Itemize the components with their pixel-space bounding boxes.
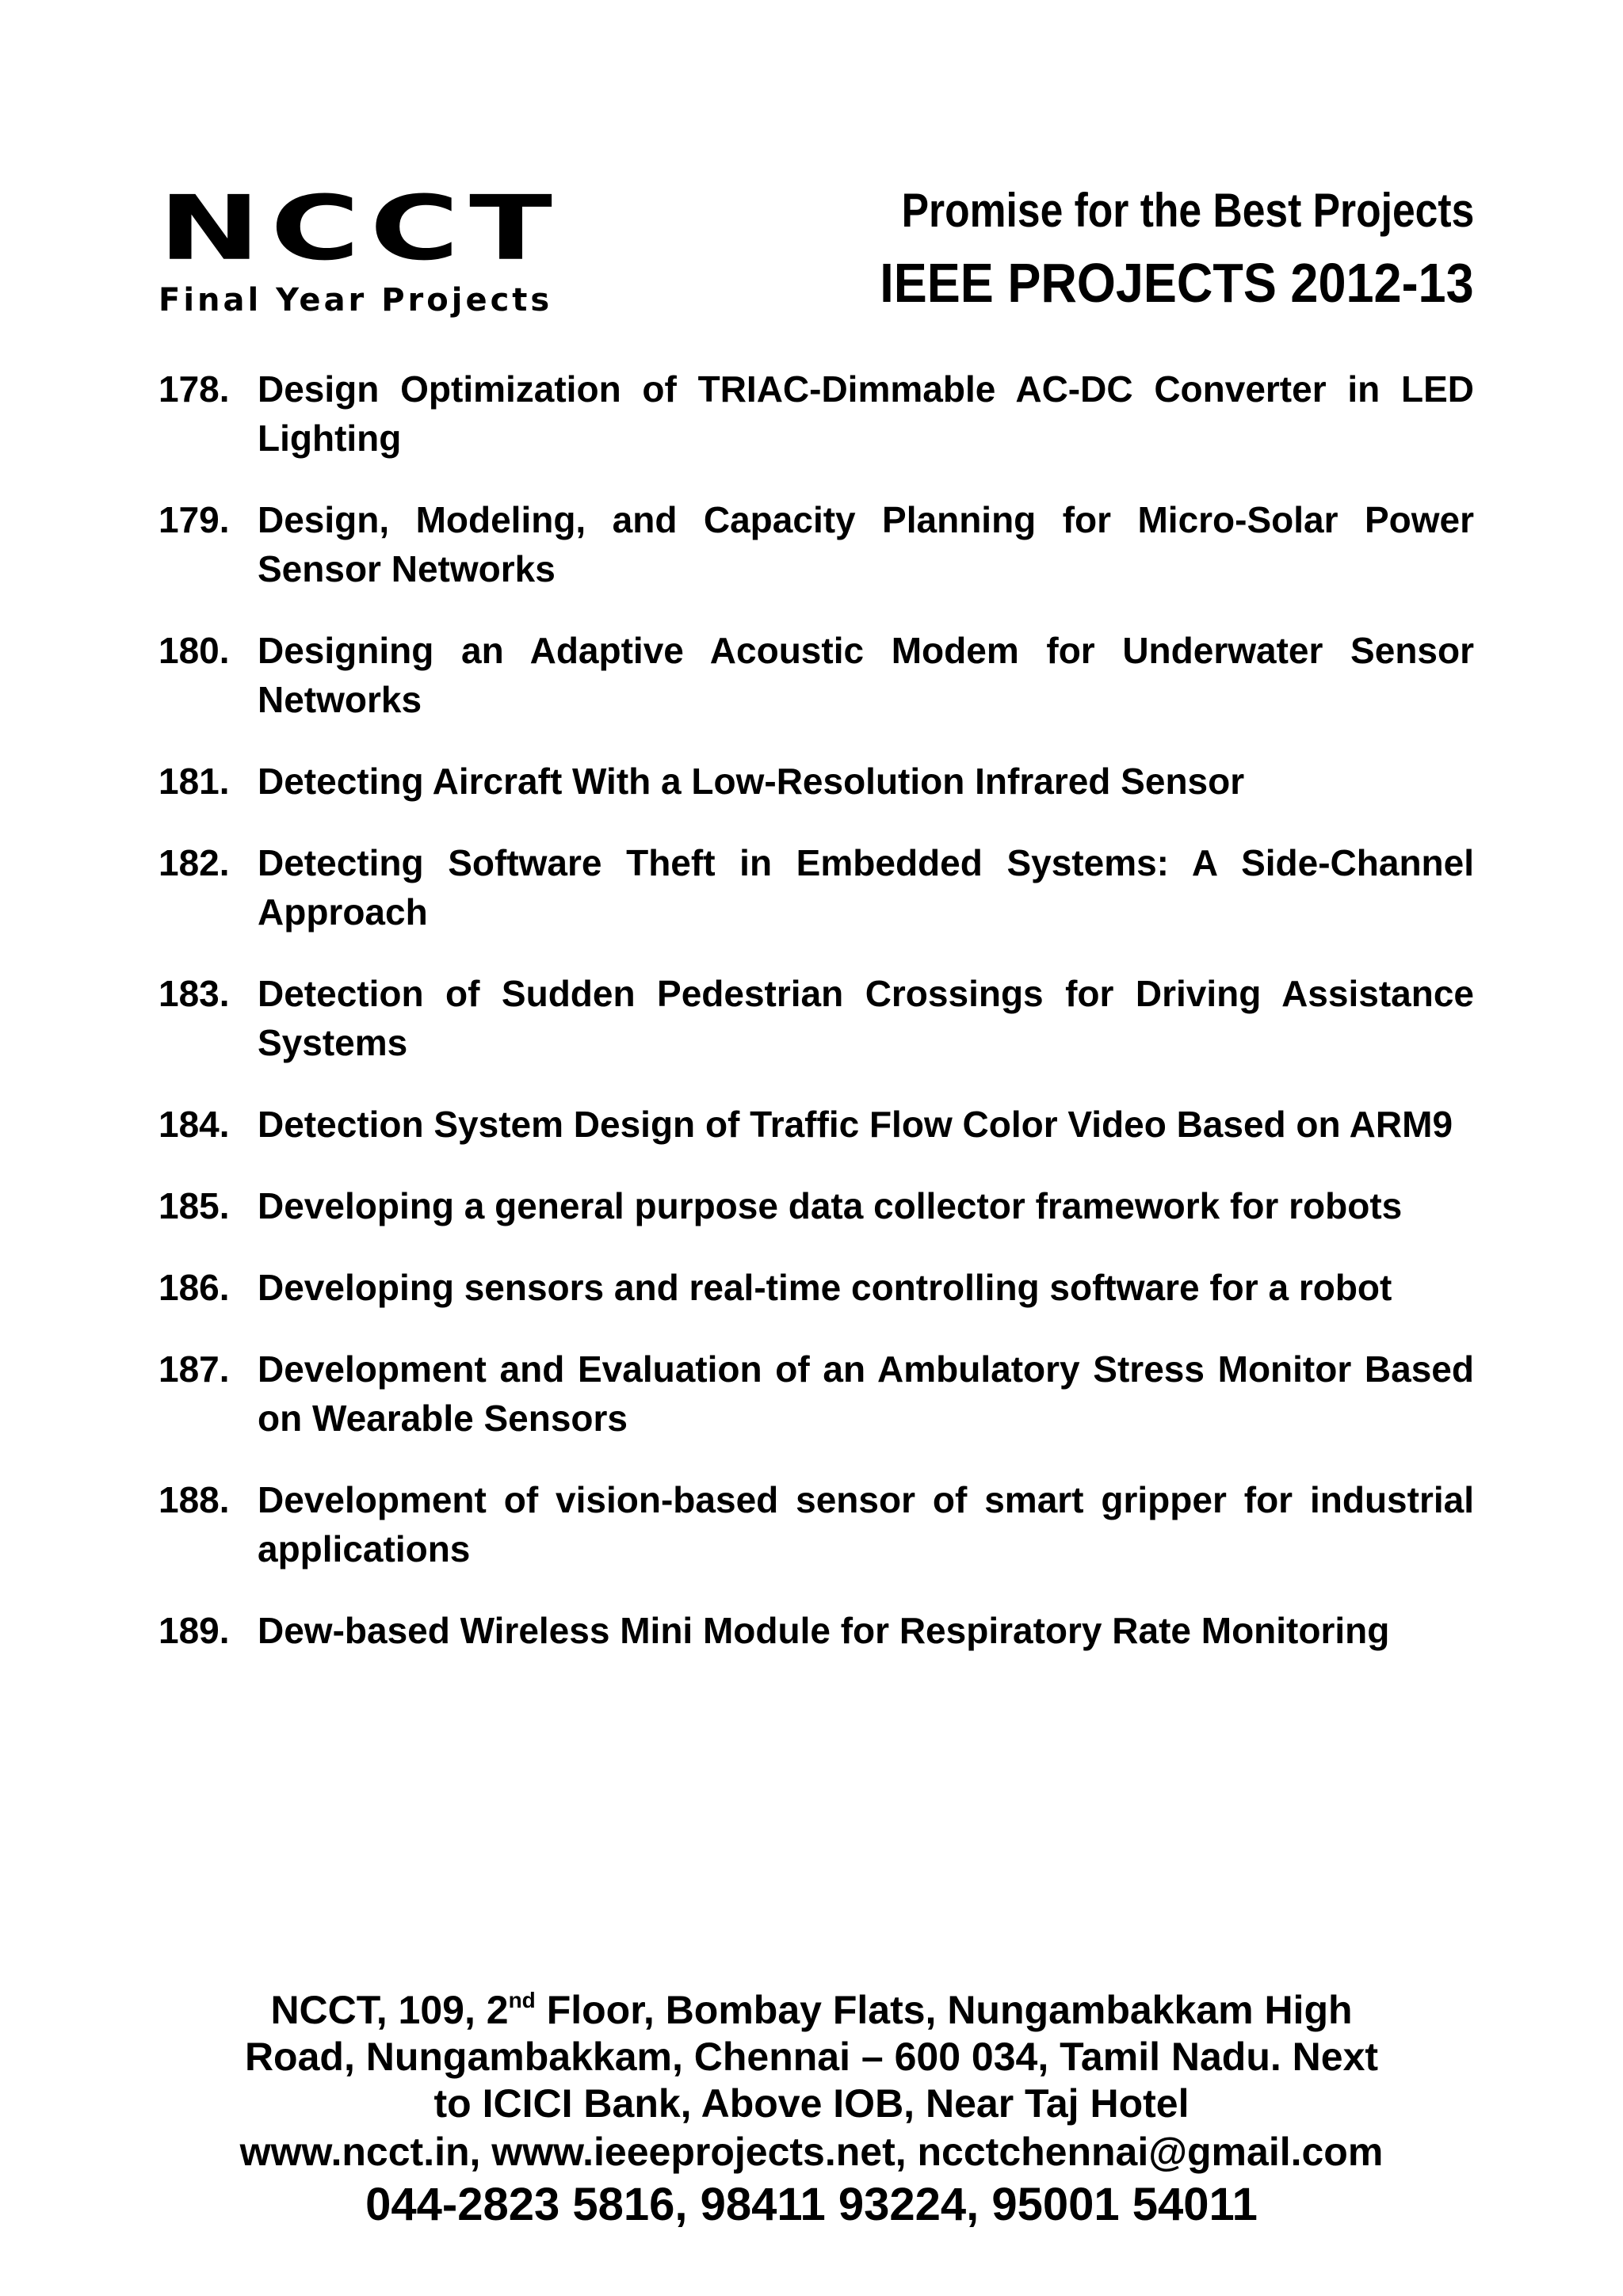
- edition-title: IEEE PROJECTS 2012-13: [880, 252, 1474, 314]
- item-number: 187.: [158, 1348, 230, 1390]
- tagline: Promise for the Best Projects: [901, 184, 1474, 237]
- list-item: [158, 626, 1474, 724]
- item-title: Detecting Software Theft in Embedded Systems: A Side-Channel Approach: [258, 842, 1474, 933]
- address-line1-rest: Floor, Bombay Flats, Nungambakkam High: [535, 1988, 1353, 2032]
- item-title: Dew-based Wireless Mini Module for Respiratory Rate Monitoring: [258, 1610, 1390, 1651]
- websites: www.ncct.in, www.ieeeprojects.net, ncctchennai@gmail.com: [239, 2130, 1384, 2174]
- item-number: 183.: [158, 973, 230, 1014]
- address-prefix: NCCT, 109, 2: [270, 1988, 509, 2032]
- project-list: [158, 364, 1474, 1688]
- phone-numbers: 044-2823 5816, 98411 93224, 95001 54011: [365, 2179, 1258, 2230]
- item-number: 181.: [158, 761, 230, 802]
- item-number: 189.: [158, 1610, 230, 1651]
- item-title: Design Optimization of TRIAC-Dimmable AC-DC Converter in LED Lighting: [258, 368, 1474, 459]
- list-item: [158, 1475, 1474, 1573]
- item-title: Detection System Design of Traffic Flow Color Video Based on ARM9: [258, 1104, 1453, 1145]
- item-title: Design, Modeling, and Capacity Planning for Micro-Solar Power Sensor Networks: [258, 499, 1474, 589]
- list-item: [158, 1606, 1474, 1655]
- logo-subtitle: Final Year Projects: [158, 282, 553, 318]
- list-item: [158, 364, 1474, 463]
- logo: [158, 176, 563, 318]
- item-title: Development and Evaluation of an Ambulatory Stress Monitor Based on Wearable Sensors: [258, 1348, 1474, 1439]
- item-title: Developing sensors and real-time controlling software for a robot: [258, 1267, 1392, 1308]
- item-title: Detecting Aircraft With a Low-Resolution Infrared Sensor: [258, 761, 1245, 802]
- contact-footer: [119, 1987, 1504, 2233]
- list-item: [158, 1100, 1474, 1149]
- address-line2: Road, Nungambakkam, Chennai – 600 034, Tamil Nadu. Next: [244, 2035, 1379, 2079]
- list-item: [158, 1181, 1474, 1230]
- item-number: 185.: [158, 1185, 230, 1226]
- item-number: 188.: [158, 1479, 230, 1520]
- item-number: 182.: [158, 842, 230, 883]
- item-number: 179.: [158, 499, 230, 540]
- page-header: [158, 176, 1474, 326]
- list-item: [158, 1263, 1474, 1312]
- item-title: Developing a general purpose data collector framework for robots: [258, 1185, 1403, 1226]
- list-item: [158, 969, 1474, 1067]
- list-item: [158, 757, 1474, 806]
- address-floor-suffix: nd: [508, 1988, 536, 2012]
- item-number: 184.: [158, 1104, 230, 1145]
- item-number: 180.: [158, 630, 230, 671]
- item-title: Detection of Sudden Pedestrian Crossings for Driving Assistance Systems: [258, 973, 1474, 1063]
- address: [119, 1987, 1504, 2127]
- item-number: 186.: [158, 1267, 230, 1308]
- item-title: Designing an Adaptive Acoustic Modem for Underwater Sensor Networks: [258, 630, 1474, 720]
- logo-text: NCCT: [158, 176, 563, 280]
- list-item: [158, 1344, 1474, 1443]
- item-number: 178.: [158, 368, 230, 410]
- item-title: Development of vision-based sensor of smart gripper for industrial applications: [258, 1479, 1474, 1569]
- list-item: [158, 495, 1474, 593]
- address-line3: to ICICI Bank, Above IOB, Near Taj Hotel: [433, 2081, 1190, 2126]
- list-item: [158, 838, 1474, 936]
